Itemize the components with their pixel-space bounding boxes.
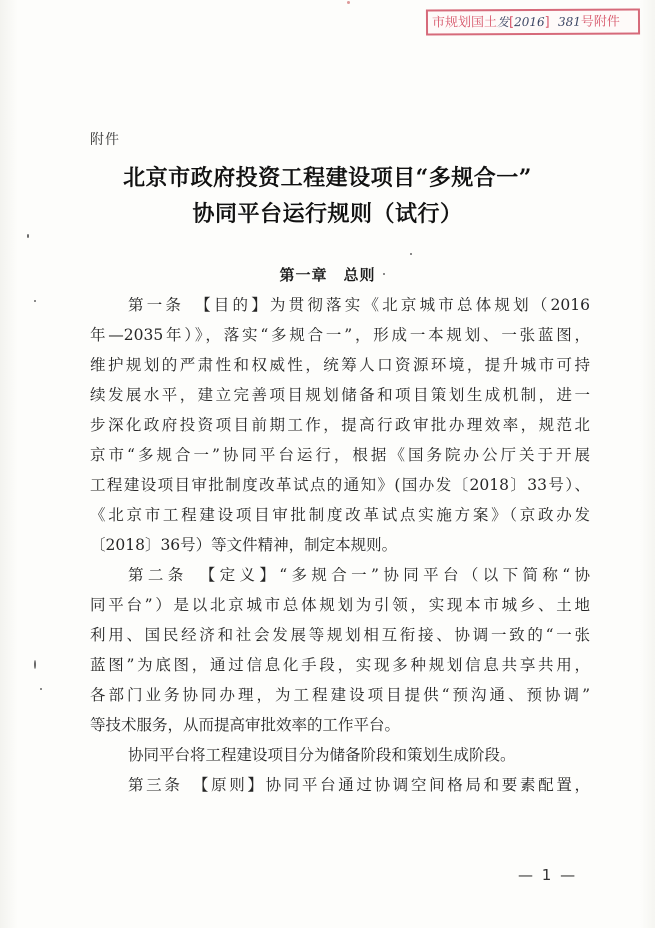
document-number-stamp [426,8,640,35]
scan-speck [347,1,350,4]
stamp-year: 2016 [514,14,545,30]
body-line: 〔2018〕36号）等文件精神，制定本规则。 [90,536,398,554]
body-line: 协同平台将工程建设项目分为储备阶段和策划生成阶段。 [128,746,516,764]
body-line: 《北京市工程建设项目审批制度改革试点实施方案》（京政办发 [90,506,590,524]
stamp-bracket-open: [ [508,15,515,31]
body-line: 第一条 【目的】为贯彻落实《北京城市总体规划（2016 [128,296,590,314]
document-title-line-2: 协同平台运行规则（试行） [192,201,463,227]
body-line: 第三条 【原则】协同平台通过协调空间格局和要素配置， [128,776,590,794]
scan-speck [34,660,36,669]
scan-speck [34,300,36,302]
body-line: 续发展水平，建立完善项目规划储备和项目策划生成机制，进一 [90,386,590,404]
body-line: 利用、国民经济和社会发展等规划相互衔接、协调一致的“一张 [90,626,590,644]
body-line: 步深化政府投资项目前期工作，提高行政审批办理效率，规范北 [90,416,590,434]
body-line: 京市“多规合一”协同平台运行，根据《国务院办公厅关于开展 [90,446,590,464]
body-line: 第二条 【定义】“多规合一”协同平台（以下简称“协 [128,566,590,584]
body-line: 维护规划的严肃性和权威性，统筹人口资源环境，提升城市可持 [90,356,590,374]
scan-speck [410,253,412,255]
body-line: 各部门业务协同办理，为工程建设项目提供“预沟通、预协调” [90,686,590,704]
scan-speck [40,688,42,690]
body-line: 同平台”）是以北京城市总体规划为引领，实现本市城乡、土地 [90,596,590,614]
stamp-handwritten-number: 381 [557,14,581,29]
page-number: — 1 — [518,866,578,884]
body-line: 年—2035年）》，落实“多规合一”，形成一本规划、一张蓝图， [90,326,590,344]
stamp-suffix: 号附件 [580,14,620,30]
body-text [90,290,590,800]
scan-speck [27,234,29,238]
attachment-label: 附件 [90,132,120,148]
body-line: 工程建设项目审批制度改革试点的通知》(国办发〔2018〕33号）、 [90,476,590,494]
body-line: 蓝图”为底图，通过信息化手段，实现多种规划信息共享共用， [90,656,590,674]
stamp-bracket-close: ] [544,14,550,30]
stamp-handwritten-char: 发 [496,15,510,30]
stamp-prefix: 市规划国土 [431,15,498,31]
document-title-line-1: 北京市政府投资工程建设项目“多规合一” [123,165,532,191]
chapter-heading: 第一章 总则 [279,266,376,284]
body-line: 等技术服务，从而提高审批效率的工作平台。 [90,716,401,734]
